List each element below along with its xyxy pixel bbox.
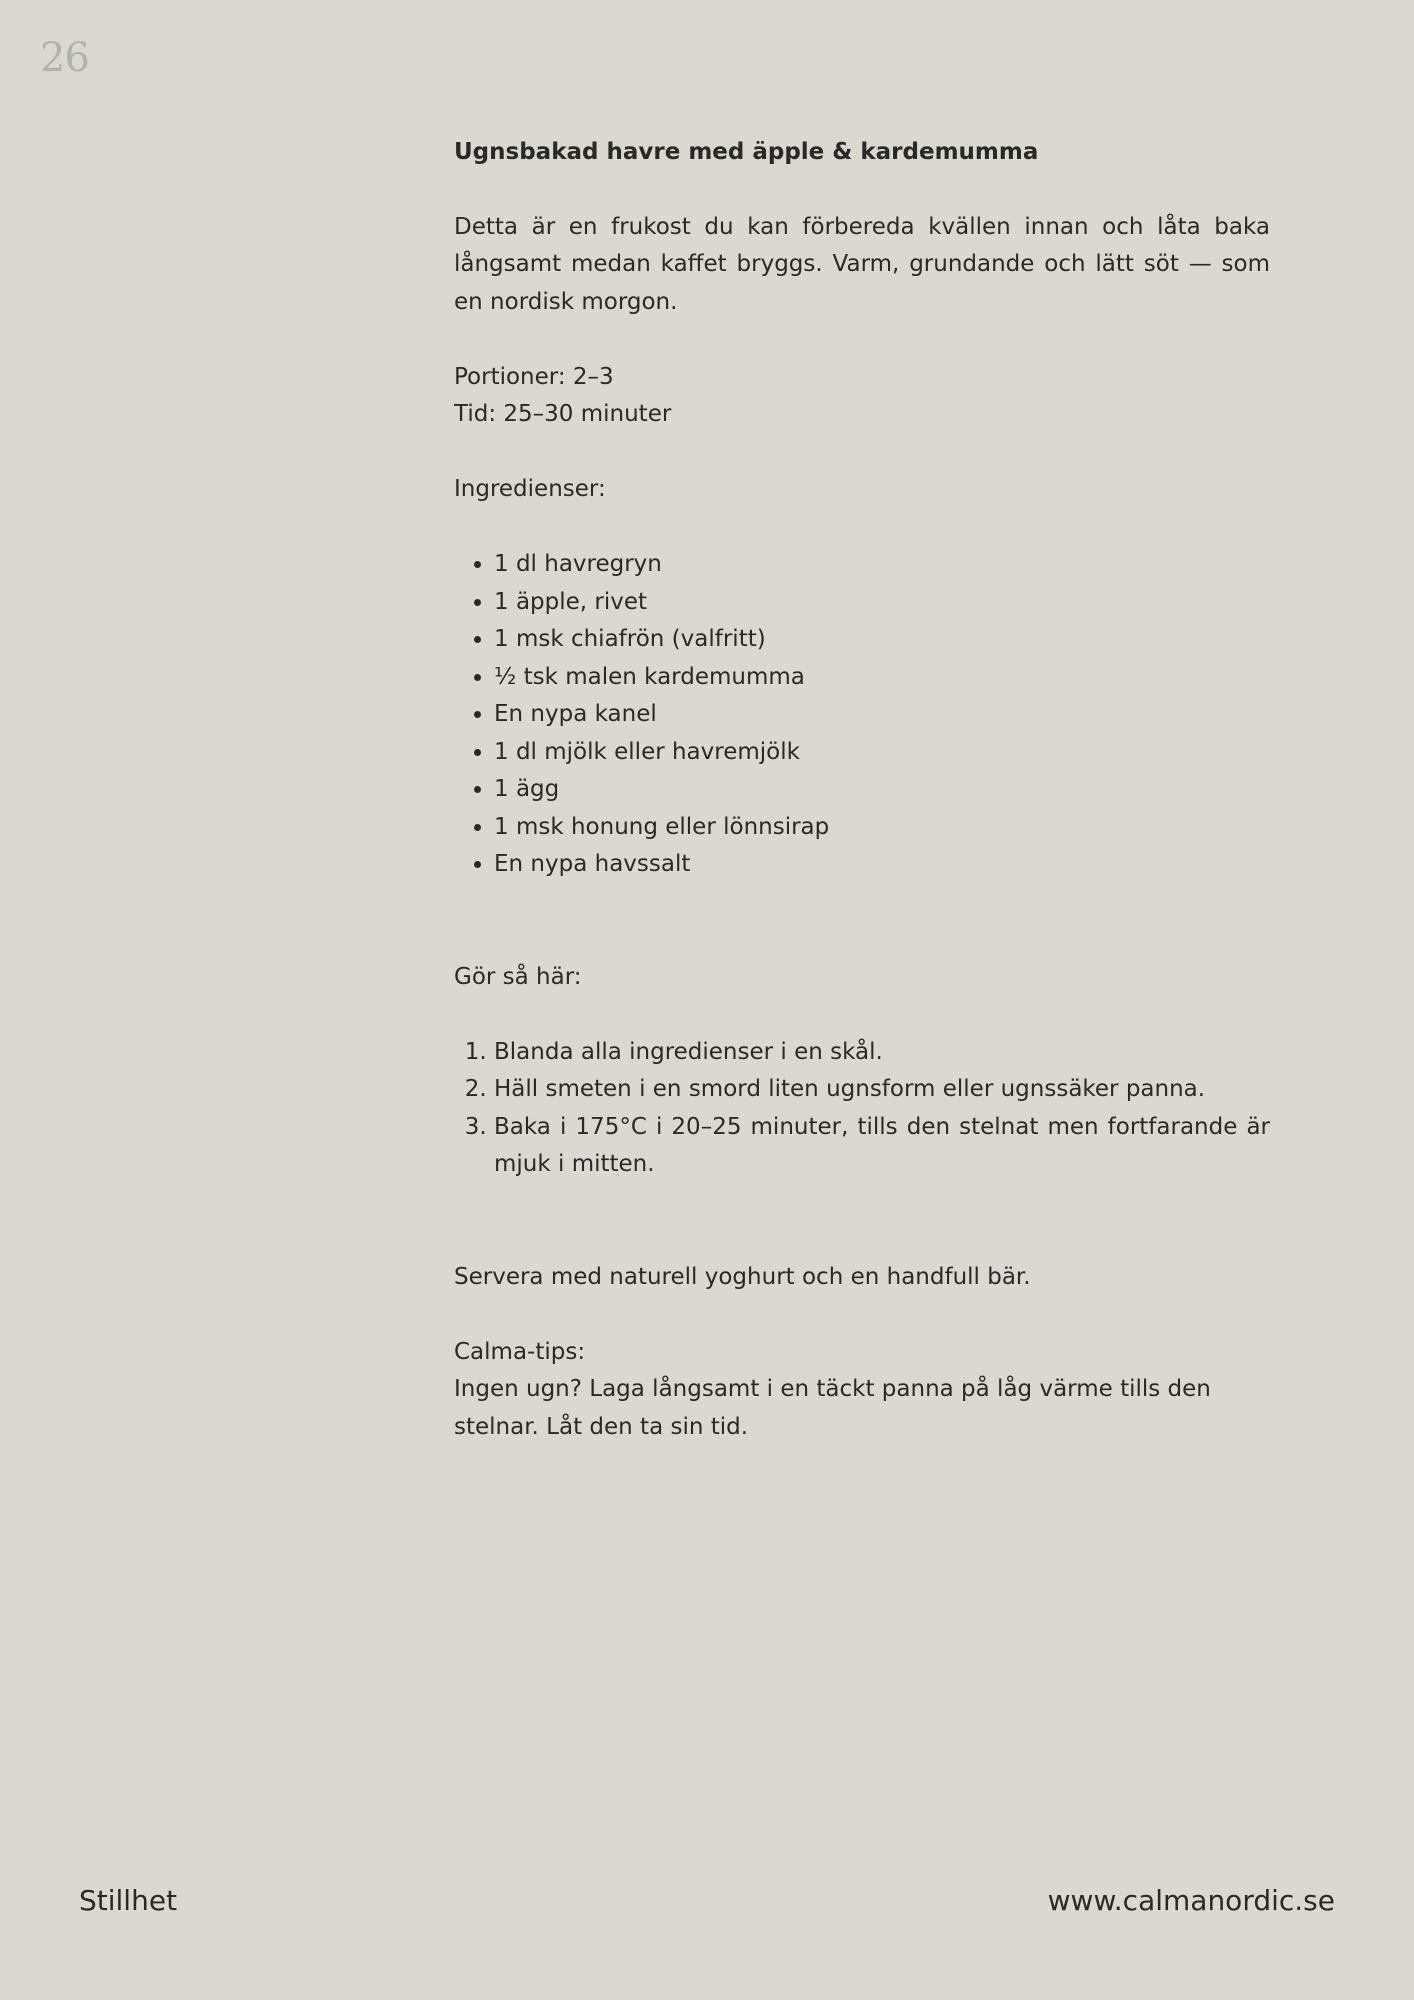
recipe-servings: Portioner: 2–3 xyxy=(454,363,614,390)
ingredient-item: • 1 äpple, rivet xyxy=(494,584,1270,622)
footer-title: Stillhet xyxy=(79,1884,178,1917)
recipe-title: Ugnsbakad havre med äpple & kardemumma xyxy=(454,139,1039,165)
step-item: 1. Blanda alla ingredienser i en skål. xyxy=(494,1034,1270,1072)
tip-text: Ingen ugn? Laga långsamt i en täckt panna på låg värme tills den stelnar. Låt den ta sin tid. xyxy=(454,1376,1211,1440)
tip-heading: Calma-tips: xyxy=(454,1338,586,1365)
ingredient-item: • 1 msk honung eller lönnsirap xyxy=(494,809,1270,847)
footer-website-link[interactable]: www.calmanordic.se xyxy=(1047,1884,1335,1917)
ingredient-item: • 1 ägg xyxy=(494,771,1270,809)
ingredient-item: • 1 msk chiafrön (valfritt) xyxy=(494,621,1270,659)
ingredient-item: • ½ tsk malen kardemumma xyxy=(494,659,1270,697)
ingredient-item: • 1 dl havregryn xyxy=(494,546,1270,584)
ingredient-item: • En nypa havssalt xyxy=(494,846,1270,884)
page-number: 26 xyxy=(40,35,89,81)
step-item: 3. Baka i 175°C i 20–25 minuter, tills den stelnat men fortfarande är mjuk i mitten. xyxy=(494,1109,1270,1184)
ingredients-heading: Ingredienser: xyxy=(454,476,606,502)
steps-list xyxy=(454,1034,1270,1184)
ingredients-list xyxy=(454,546,1270,884)
recipe-time: Tid: 25–30 minuter xyxy=(454,401,672,427)
serving-suggestion: Servera med naturell yoghurt och en handfull bär. xyxy=(454,1263,1031,1290)
recipe-content xyxy=(454,134,1270,1446)
step-item: 2. Häll smeten i en smord liten ugnsform eller ugnssäker panna. xyxy=(494,1071,1270,1109)
recipe-intro: Detta är en frukost du kan förbereda kvällen innan och låta baka långsamt medan kaffet bryggs. Varm, grundande och lätt söt — som en nordisk morgon. xyxy=(454,213,1270,315)
ingredient-item: • 1 dl mjölk eller havremjölk xyxy=(494,734,1270,772)
recipe-meta xyxy=(454,359,1270,434)
steps-heading: Gör så här: xyxy=(454,963,582,990)
ingredient-item: • En nypa kanel xyxy=(494,696,1270,734)
